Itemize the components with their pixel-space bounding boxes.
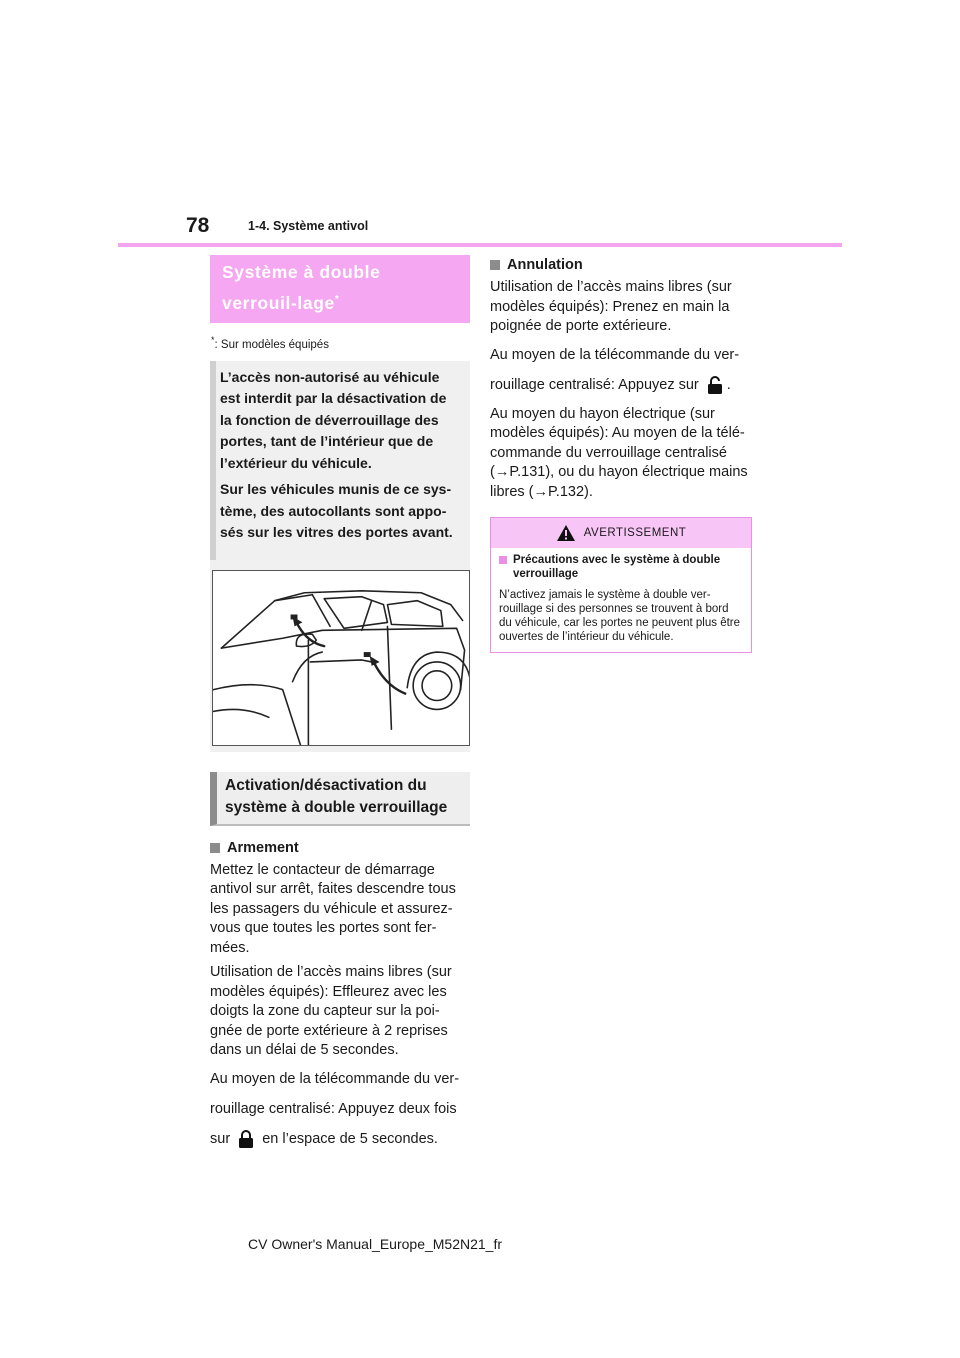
arming-paragraph-1: Mettez le contacteur de démarrage antivol sur arrêt, faites descendre tous les passagers du véhicule et assurez-vous que toutes les portes sont fer-mées. [210, 861, 456, 956]
header-rule [118, 243, 842, 247]
intro-paragraph-2: Sur les véhicules munis de ce sys-tème, des autocollants sont appo-sés sur les vitres des portes avant. [220, 481, 453, 541]
illustration-frame [210, 560, 470, 752]
arming-title: Armement [227, 839, 299, 856]
footer-doc-id: CV Owner's Manual_Europe_M52N21_fr [248, 1236, 503, 1252]
activation-heading: Activation/désactivation du système à double verrouillage [210, 772, 470, 826]
cancel-section [490, 257, 752, 502]
intro-box [210, 361, 470, 560]
footnote [211, 335, 470, 351]
warning-label: AVERTISSEMENT [583, 527, 687, 539]
arming-section [210, 840, 470, 1154]
title-asterisk: * [334, 294, 340, 305]
warning-header [491, 518, 751, 548]
cancel-paragraph-2-start: Au moyen de la télécommande du ver-rouillage centralisé: Appuyez sur [490, 346, 740, 393]
lock-open-icon [707, 375, 723, 395]
section-label: 1-4. Système antivol [248, 219, 369, 233]
warning-subheading [499, 553, 743, 581]
page-number: 78 [186, 214, 210, 237]
warning-triangle-icon [556, 524, 576, 542]
right-column [490, 255, 752, 653]
warning-text: N’activez jamais le système à double ver-rouillage si des personnes se trouvent à bord du véhicule, car les portes ne peuvent plus être ouvertes de l’intérieur du véhicule. [499, 589, 741, 643]
intro-paragraph-1: L’accès non-autorisé au véhicule est interdit par la désactivation de la fonction de déverrouillage des portes, tant de l’intérieur que de l’extérieur du véhicule. [220, 368, 447, 471]
left-column [210, 255, 470, 1154]
arming-heading [210, 840, 470, 856]
arming-paragraph-3 [210, 1064, 470, 1154]
cancel-paragraph-1: Utilisation de l’accès mains libres (sur modèles équipés): Prenez en main la poignée de porte extérieure. [490, 279, 732, 334]
cancel-title: Annulation [507, 257, 583, 273]
arming-paragraph-3-start: Au moyen de la télécommande du ver-rouillage centralisé: Appuyez deux fois sur [210, 1070, 460, 1147]
square-bullet-icon [210, 843, 220, 853]
arming-paragraph-3-end: en l’espace de 5 secondes. [262, 1130, 438, 1147]
section-title-text: Système à double verrouil-lage [222, 262, 381, 313]
footnote-text: : Sur modèles équipés [214, 338, 329, 351]
warning-box [490, 517, 752, 653]
cancel-heading [490, 257, 752, 273]
footnote-asterisk: * [211, 334, 215, 345]
lock-closed-icon [238, 1129, 254, 1149]
cancel-paragraph-2-end: . [726, 376, 731, 393]
arming-paragraph-2: Utilisation de l’accès mains libres (sur modèles équipés): Effleurez avec les doigts la zone du capteur sur la poi-gnée de porte extérieure à 2 reprises dans un délai de 5 secondes. [210, 964, 452, 1059]
section-title [210, 255, 470, 323]
square-bullet-icon [499, 556, 507, 564]
car-door-sticker-illustration [212, 570, 470, 746]
warning-body [491, 548, 751, 652]
cancel-paragraph-2 [490, 340, 752, 400]
warning-subheading-text: Précautions avec le système à double verrouillage [513, 554, 721, 580]
square-bullet-icon [490, 260, 500, 270]
cancel-paragraph-3: Au moyen du hayon électrique (sur modèles équipés): Au moyen de la télé-commande du verrouillage centralisé (→P.131), ou du hayon électrique mains libres (→P.132). [490, 405, 748, 500]
